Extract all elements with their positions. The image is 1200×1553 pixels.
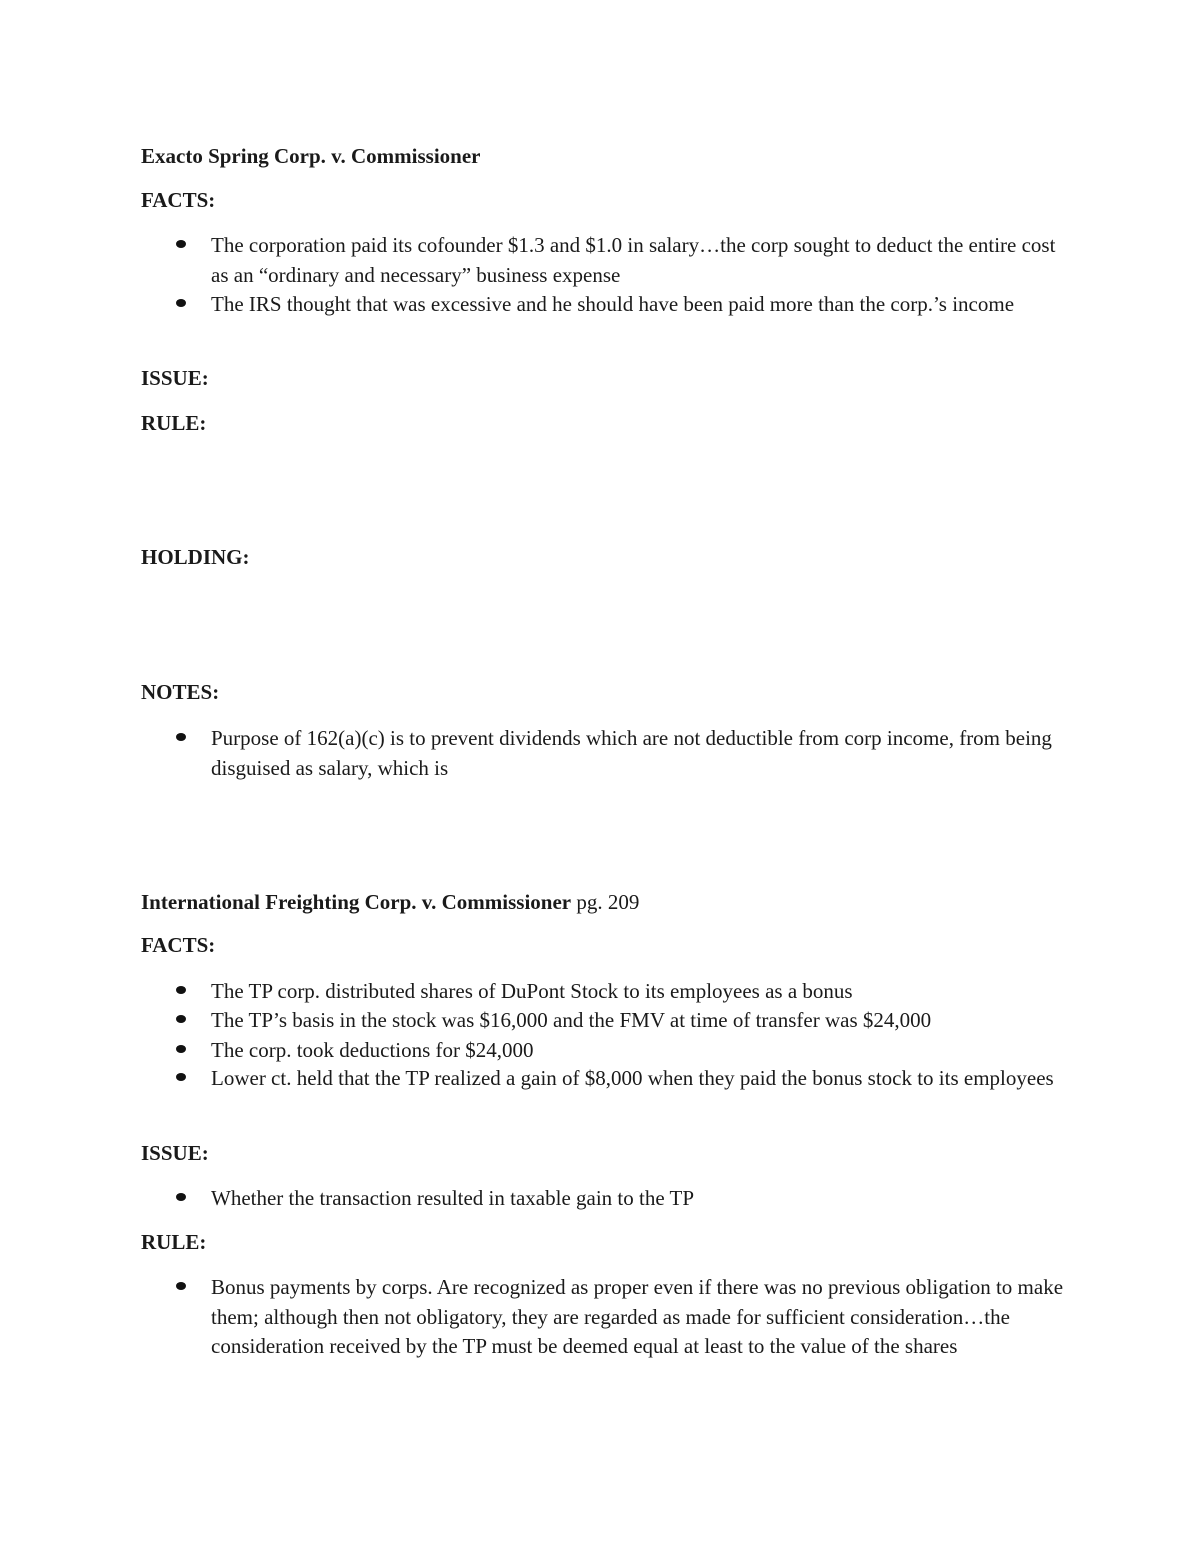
bullet-icon (176, 1015, 186, 1023)
case2-rule-heading: RULE: (141, 1230, 207, 1254)
case1-fact-1: The corporation paid its cofounder $1.3 and $1.0 in salary…the corp sought to deduct the entire cost as an “ordinary and necessary” business expense (211, 233, 1056, 287)
case2-title: International Freighting Corp. v. Commissioner (141, 890, 572, 914)
case1-issue-heading: ISSUE: (141, 366, 209, 390)
case1-note-1: Purpose of 162(a)(c) is to prevent dividends which are not deductible from corp income, from being disguised as salary, which is (211, 726, 1052, 780)
case2-rule-1: Bonus payments by corps. Are recognized as proper even if there was no previous obligation to make them; although then not obligatory, they are regarded as made for sufficient consideration…the consideration received by the TP must be deemed equal at least to the value of the shares (211, 1275, 1064, 1358)
case2-fact-4: Lower ct. held that the TP realized a gain of $8,000 when they paid the bonus stock to its employees (211, 1066, 1054, 1090)
bullet-icon (176, 986, 186, 994)
case1-fact-2: The IRS thought that was excessive and he should have been paid more than the corp.’s income (211, 292, 1015, 316)
case1-notes-heading: NOTES: (141, 680, 220, 704)
case2-facts-heading: FACTS: (141, 933, 216, 957)
case2-issue-1: Whether the transaction resulted in taxable gain to the TP (211, 1186, 695, 1210)
case2-fact-3: The corp. took deductions for $24,000 (211, 1038, 534, 1062)
bullet-icon (176, 299, 186, 307)
bullet-icon (176, 240, 186, 248)
bullet-icon (176, 1193, 186, 1201)
case2-issue-heading: ISSUE: (141, 1141, 209, 1165)
case1-rule-heading: RULE: (141, 411, 207, 435)
bullet-icon (176, 1045, 186, 1053)
case2-title-line (141, 888, 639, 918)
case2-fact-1: The TP corp. distributed shares of DuPont Stock to its employees as a bonus (211, 979, 853, 1003)
bullet-icon (176, 733, 186, 741)
case2-fact-2: The TP’s basis in the stock was $16,000 and the FMV at time of transfer was $24,000 (211, 1008, 932, 1032)
bullet-icon (176, 1073, 186, 1081)
case1-title: Exacto Spring Corp. v. Commissioner (141, 144, 481, 168)
bullet-icon (176, 1282, 186, 1290)
case1-holding-heading: HOLDING: (141, 545, 250, 569)
case1-facts-heading: FACTS: (141, 188, 216, 212)
case2-page-ref: pg. 209 (571, 890, 640, 914)
